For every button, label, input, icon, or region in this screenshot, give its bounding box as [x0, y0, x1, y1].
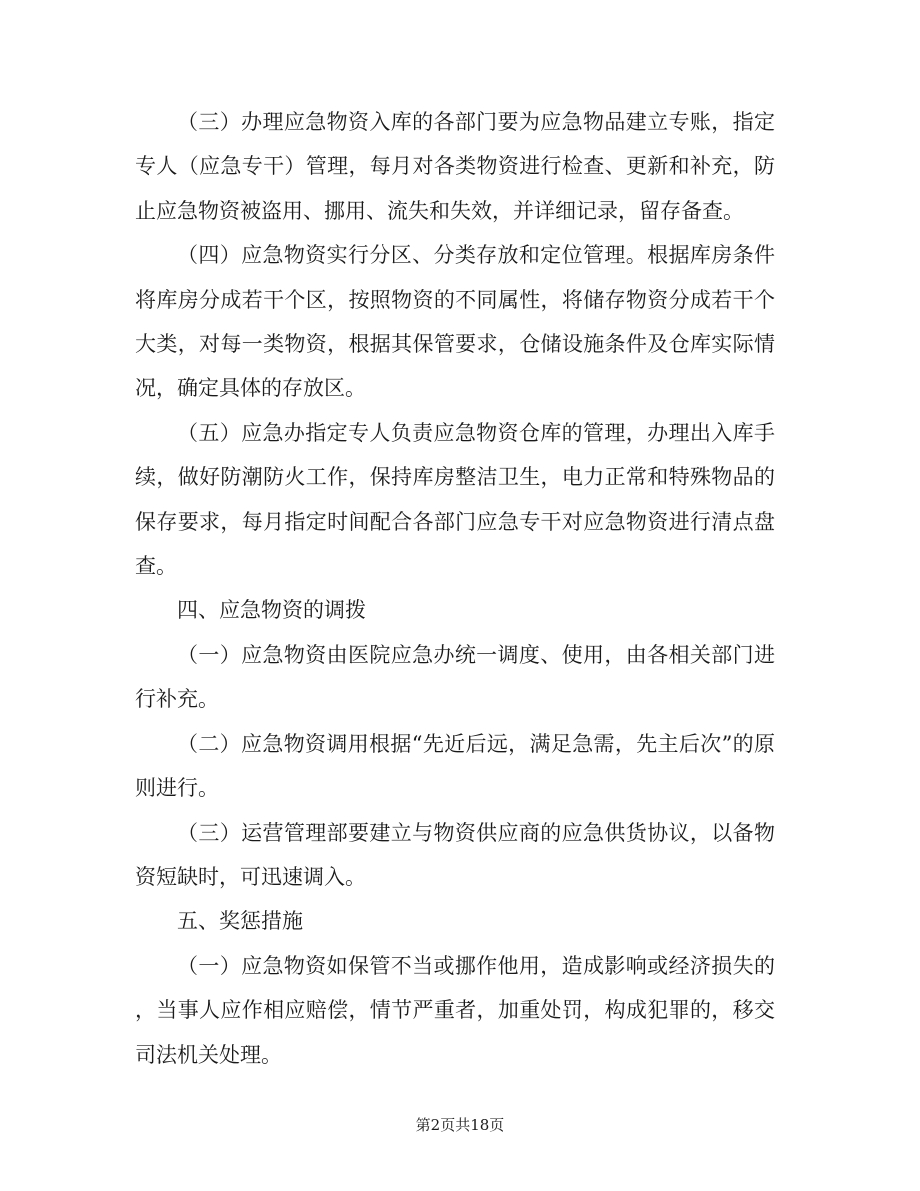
paragraph-4-zoning: （四）应急物资实行分区、分类存放和定位管理。根据库房条件将库房分成若干个区，按照物资的不同属性，将储存物资分成若干个大类，对每一类物资，根据其保管要求，仓储设施条件及仓库实际情况，确定具体的存放区。	[135, 243, 775, 401]
page-number: 第2页共18页	[415, 1116, 505, 1134]
paragraph-allocation-3: （三）运营管理部要建立与物资供应商的应急供货协议，以备物资短缺时，可迅速调入。	[135, 820, 775, 889]
paragraph-3-ledger: （三）办理应急物资入库的各部门要为应急物品建立专账，指定专人（应急专干）管理，每月对各类物资进行检查、更新和补充，防止应急物资被盗用、挪用、流失和失效，并详细记录，留存备查。	[135, 110, 775, 223]
paragraph-allocation-2: （二）应急物资调用根据“先近后远，满足急需，先主后次”的原则进行。	[135, 731, 775, 801]
paragraph-5-warehouse: （五）应急办指定专人负责应急物资仓库的管理，办理出入库手续，做好防潮防火工作，保持库房整洁卫生，电力正常和特殊物品的保存要求，每月指定时间配合各部门应急专干对应急物资进行清点盘查。	[135, 420, 775, 579]
section-heading-allocation: 四、应急物资的调拨	[177, 598, 366, 623]
document-body	[135, 100, 775, 1077]
paragraph-rewards-1: （一）应急物资如保管不当或挪作他用，造成影响或经济损失的，当事人应作相应赔偿，情节严重者，加重处罚，构成犯罪的，移交司法机关处理。	[135, 953, 775, 1067]
section-heading-rewards: 五、奖惩措施	[177, 909, 303, 934]
paragraph-allocation-1: （一）应急物资由医院应急办统一调度、使用，由各相关部门进行补充。	[135, 642, 775, 712]
